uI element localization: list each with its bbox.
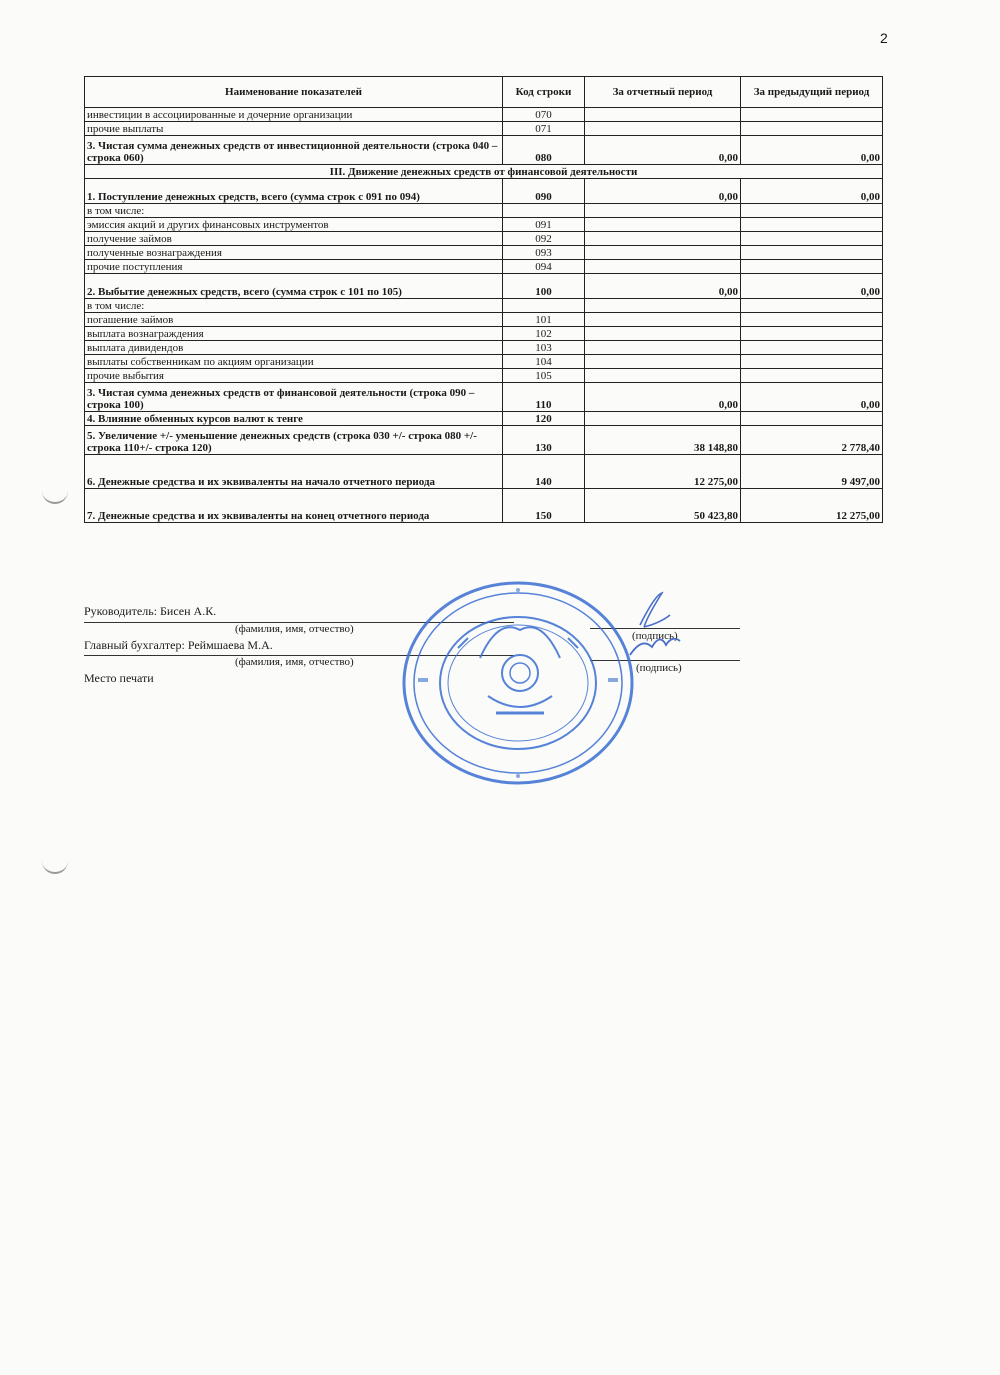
row-current-value: 50 423,80: [585, 489, 741, 523]
table-row: [85, 274, 883, 299]
accountant-caption: (фамилия, имя, отчество): [235, 656, 354, 668]
row-current-value: [585, 260, 741, 274]
row-previous-value: [741, 299, 883, 313]
table-row: [85, 341, 883, 355]
row-name: инвестиции в ассоциированные и дочерние организации: [85, 108, 503, 122]
row-previous-value: [741, 108, 883, 122]
row-previous-value: [741, 122, 883, 136]
row-previous-value: 12 275,00: [741, 489, 883, 523]
row-code: 150: [503, 489, 585, 523]
row-previous-value: [741, 313, 883, 327]
row-code: 104: [503, 355, 585, 369]
row-current-value: [585, 299, 741, 313]
row-current-value: [585, 327, 741, 341]
row-code: 130: [503, 426, 585, 455]
row-code: 101: [503, 313, 585, 327]
row-code: 090: [503, 179, 585, 204]
row-current-value: 12 275,00: [585, 455, 741, 489]
table-row: [85, 426, 883, 455]
row-code: 120: [503, 412, 585, 426]
row-previous-value: [741, 246, 883, 260]
row-current-value: [585, 108, 741, 122]
row-current-value: [585, 232, 741, 246]
row-current-value: 38 148,80: [585, 426, 741, 455]
row-code: 070: [503, 108, 585, 122]
row-name: погашение займов: [85, 313, 503, 327]
row-current-value: 0,00: [585, 136, 741, 165]
row-previous-value: [741, 327, 883, 341]
row-previous-value: [741, 355, 883, 369]
row-previous-value: [741, 341, 883, 355]
row-name: прочие выплаты: [85, 122, 503, 136]
row-current-value: [585, 122, 741, 136]
header-indicator: Наименование показателей: [85, 77, 503, 108]
table-row: [85, 412, 883, 426]
row-previous-value: 0,00: [741, 136, 883, 165]
header-current: За отчетный период: [585, 77, 741, 108]
row-code: [503, 204, 585, 218]
cash-flow-table: [84, 76, 883, 523]
row-current-value: 0,00: [585, 383, 741, 412]
table-row: [85, 299, 883, 313]
row-name: прочие поступления: [85, 260, 503, 274]
row-code: 092: [503, 232, 585, 246]
row-code: [503, 299, 585, 313]
row-code: 094: [503, 260, 585, 274]
row-previous-value: 0,00: [741, 179, 883, 204]
row-previous-value: 9 497,00: [741, 455, 883, 489]
row-code: 100: [503, 274, 585, 299]
table-header-row: [85, 77, 883, 108]
row-name: получение займов: [85, 232, 503, 246]
row-previous-value: [741, 260, 883, 274]
row-current-value: [585, 369, 741, 383]
table-row: [85, 218, 883, 232]
accountant-label: Главный бухгалтер: Реймшаева М.А.: [84, 638, 273, 652]
punch-hole-bottom-icon: [42, 858, 68, 874]
row-name: 7. Денежные средства и их эквиваленты на конец отчетного периода: [85, 489, 503, 523]
table-row: [85, 327, 883, 341]
table-row: [85, 165, 883, 179]
row-name: 1. Поступление денежных средств, всего (сумма строк с 091 по 094): [85, 179, 503, 204]
row-name: 4. Влияние обменных курсов валют к тенге: [85, 412, 503, 426]
table-row: [85, 383, 883, 412]
table-row: [85, 455, 883, 489]
table-row: [85, 369, 883, 383]
table-row: [85, 179, 883, 204]
row-name: выплата дивидендов: [85, 341, 503, 355]
row-name: полученные вознаграждения: [85, 246, 503, 260]
row-name: в том числе:: [85, 204, 503, 218]
seal-place-label: Место печати: [84, 671, 154, 685]
row-previous-value: [741, 204, 883, 218]
row-name: 5. Увеличение +/- уменьшение денежных средств (строка 030 +/- строка 080 +/- строка 110+/- строка 120): [85, 426, 503, 455]
head-label: Руководитель: Бисен А.К.: [84, 604, 217, 618]
row-previous-value: [741, 412, 883, 426]
page-number: 2: [880, 30, 888, 46]
row-current-value: [585, 355, 741, 369]
row-name: выплаты собственникам по акциям организации: [85, 355, 503, 369]
row-current-value: [585, 412, 741, 426]
row-current-value: 0,00: [585, 274, 741, 299]
row-name: в том числе:: [85, 299, 503, 313]
row-code: 080: [503, 136, 585, 165]
header-code: Код строки: [503, 77, 585, 108]
row-code: 102: [503, 327, 585, 341]
table-row: [85, 246, 883, 260]
table-body: [85, 108, 883, 523]
table-row: [85, 313, 883, 327]
section-heading: III. Движение денежных средств от финансовой деятельности: [85, 165, 883, 179]
table-row: [85, 108, 883, 122]
accountant-sign-caption: (подпись): [636, 662, 682, 674]
row-name: выплата вознаграждения: [85, 327, 503, 341]
row-code: 105: [503, 369, 585, 383]
head-sign-caption: (подпись): [632, 630, 678, 642]
row-current-value: [585, 313, 741, 327]
head-caption: (фамилия, имя, отчество): [235, 623, 354, 635]
row-code: 093: [503, 246, 585, 260]
punch-hole-top-icon: [42, 488, 68, 504]
table-row: [85, 260, 883, 274]
table-row: [85, 204, 883, 218]
row-code: 140: [503, 455, 585, 489]
row-previous-value: 2 778,40: [741, 426, 883, 455]
row-current-value: 0,00: [585, 179, 741, 204]
table-row: [85, 232, 883, 246]
row-previous-value: [741, 369, 883, 383]
row-code: 091: [503, 218, 585, 232]
row-current-value: [585, 341, 741, 355]
row-code: 110: [503, 383, 585, 412]
row-previous-value: [741, 218, 883, 232]
row-name: 3. Чистая сумма денежных средств от инвестиционной деятельности (строка 040 – строка 060): [85, 136, 503, 165]
row-name: 6. Денежные средства и их эквиваленты на начало отчетного периода: [85, 455, 503, 489]
row-previous-value: 0,00: [741, 383, 883, 412]
table-row: [85, 355, 883, 369]
row-current-value: [585, 246, 741, 260]
row-current-value: [585, 218, 741, 232]
row-previous-value: [741, 232, 883, 246]
row-current-value: [585, 204, 741, 218]
row-code: 103: [503, 341, 585, 355]
row-name: прочие выбытия: [85, 369, 503, 383]
table-row: [85, 136, 883, 165]
row-code: 071: [503, 122, 585, 136]
signature-icon: [600, 585, 700, 665]
header-previous: За предыдущий период: [741, 77, 883, 108]
row-name: 3. Чистая сумма денежных средств от финансовой деятельности (строка 090 – строка 100): [85, 383, 503, 412]
row-previous-value: 0,00: [741, 274, 883, 299]
row-name: эмиссия акций и других финансовых инструментов: [85, 218, 503, 232]
table-row: [85, 122, 883, 136]
row-name: 2. Выбытие денежных средств, всего (сумма строк с 101 по 105): [85, 274, 503, 299]
table-row: [85, 489, 883, 523]
